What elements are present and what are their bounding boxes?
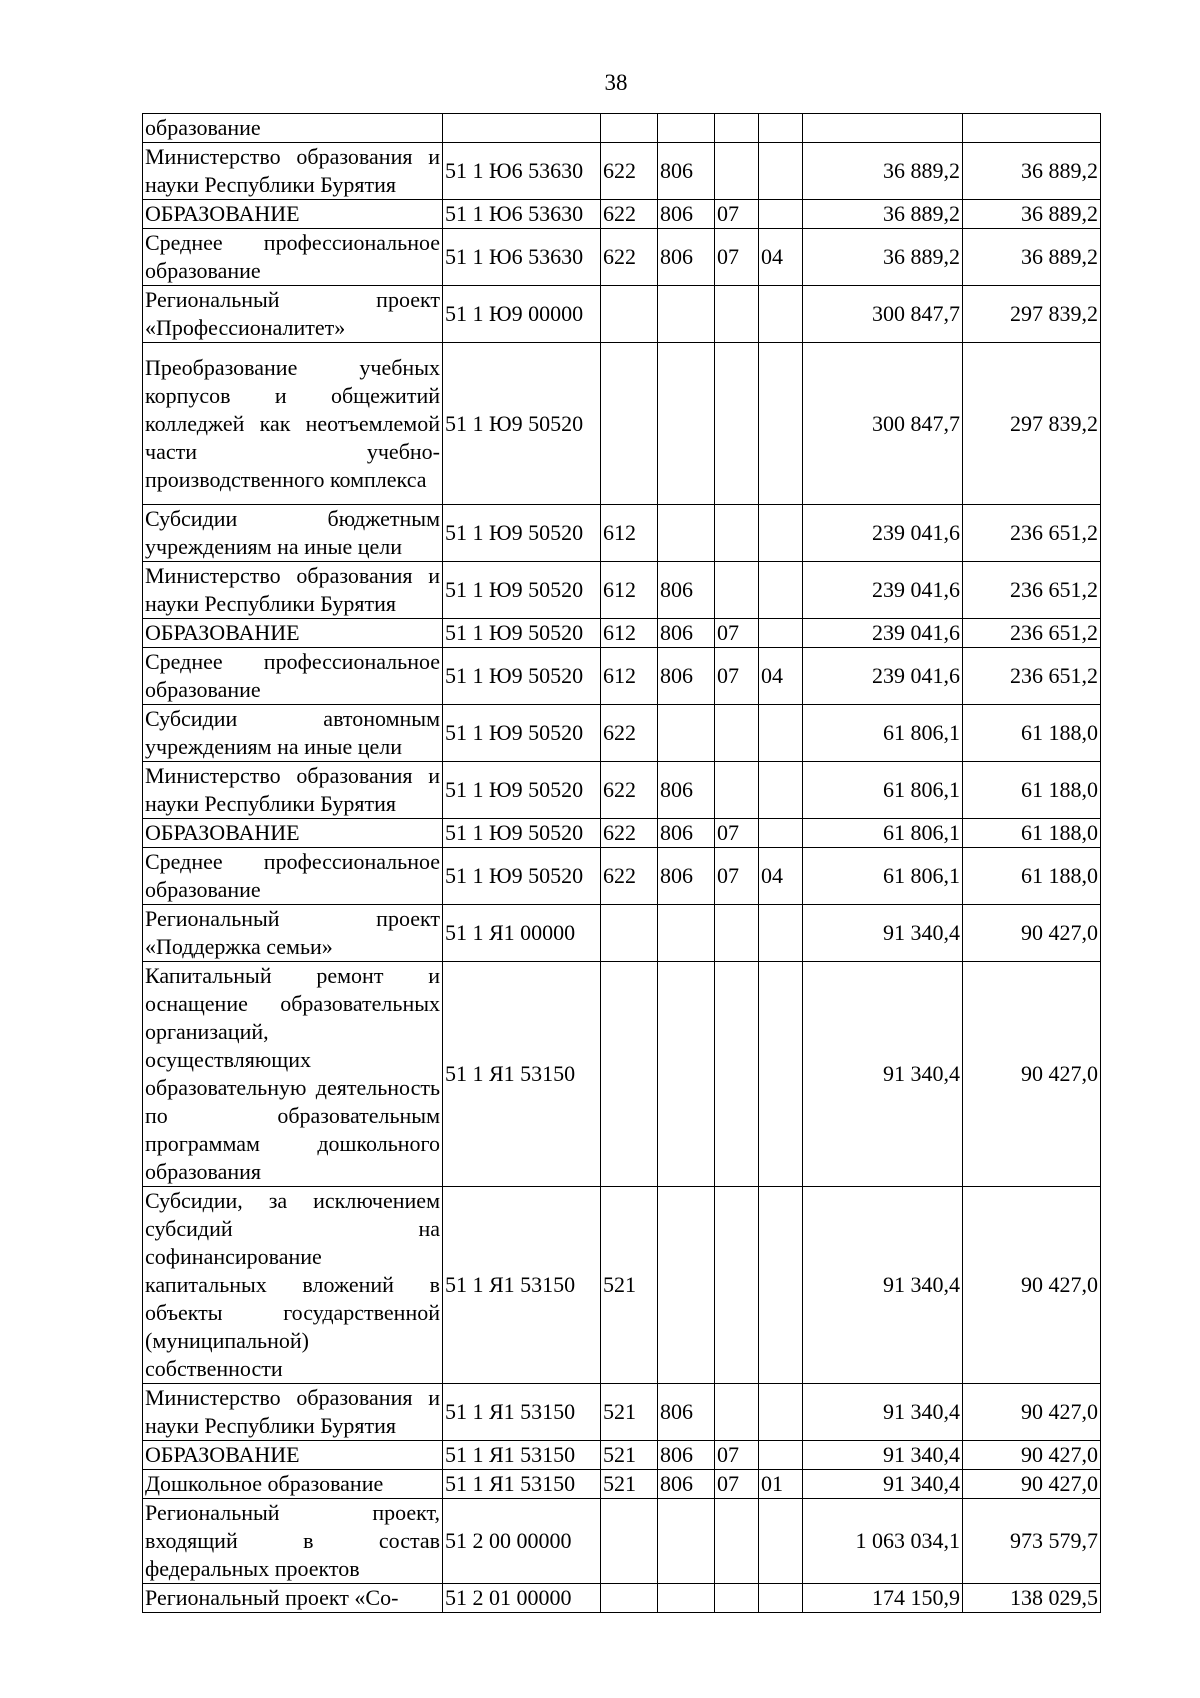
cell-amount-year-1: 300 847,7 bbox=[803, 286, 963, 343]
cell-target-code: 51 1 Ю9 50520 bbox=[443, 648, 601, 705]
cell-subsection bbox=[759, 114, 803, 143]
cell-ministry-code: 806 bbox=[658, 848, 715, 905]
cell-expense-type: 521 bbox=[601, 1384, 658, 1441]
table-row bbox=[143, 762, 1101, 819]
cell-amount-year-1: 91 340,4 bbox=[803, 1384, 963, 1441]
cell-section bbox=[715, 1384, 759, 1441]
cell-expense-type bbox=[601, 343, 658, 505]
cell-subsection: 04 bbox=[759, 648, 803, 705]
cell-target-code: 51 1 Ю9 50520 bbox=[443, 505, 601, 562]
cell-ministry-code bbox=[658, 114, 715, 143]
cell-expense-type: 622 bbox=[601, 229, 658, 286]
cell-amount-year-1: 91 340,4 bbox=[803, 905, 963, 962]
cell-amount-year-2: 236 651,2 bbox=[963, 562, 1101, 619]
cell-amount-year-1: 239 041,6 bbox=[803, 648, 963, 705]
cell-subsection bbox=[759, 143, 803, 200]
cell-subsection bbox=[759, 1584, 803, 1613]
cell-expense-type: 622 bbox=[601, 143, 658, 200]
cell-target-code: 51 1 Ю9 50520 bbox=[443, 762, 601, 819]
cell-target-code: 51 1 Ю9 50520 bbox=[443, 848, 601, 905]
cell-subsection bbox=[759, 1384, 803, 1441]
cell-ministry-code bbox=[658, 1499, 715, 1584]
table-row bbox=[143, 619, 1101, 648]
cell-amount-year-1: 91 340,4 bbox=[803, 962, 963, 1187]
cell-ministry-code bbox=[658, 286, 715, 343]
cell-ministry-code: 806 bbox=[658, 1441, 715, 1470]
cell-name: Региональный проект «Со- bbox=[143, 1584, 443, 1613]
cell-section bbox=[715, 505, 759, 562]
cell-amount-year-1: 36 889,2 bbox=[803, 229, 963, 286]
table-row bbox=[143, 343, 1101, 505]
cell-target-code: 51 1 Я1 53150 bbox=[443, 1187, 601, 1384]
cell-subsection bbox=[759, 1441, 803, 1470]
cell-expense-type: 622 bbox=[601, 705, 658, 762]
cell-amount-year-1: 174 150,9 bbox=[803, 1584, 963, 1613]
cell-expense-type: 521 bbox=[601, 1470, 658, 1499]
cell-target-code: 51 1 Я1 53150 bbox=[443, 962, 601, 1187]
cell-amount-year-2: 90 427,0 bbox=[963, 1384, 1101, 1441]
cell-section bbox=[715, 762, 759, 819]
cell-ministry-code: 806 bbox=[658, 819, 715, 848]
cell-amount-year-1: 300 847,7 bbox=[803, 343, 963, 505]
table-row bbox=[143, 229, 1101, 286]
cell-name: Министерство образования и науки Республики Бурятия bbox=[143, 1384, 443, 1441]
cell-amount-year-1: 61 806,1 bbox=[803, 705, 963, 762]
table-row bbox=[143, 143, 1101, 200]
cell-subsection bbox=[759, 762, 803, 819]
table-body bbox=[143, 114, 1101, 1613]
cell-amount-year-1: 36 889,2 bbox=[803, 143, 963, 200]
table-row bbox=[143, 905, 1101, 962]
cell-name: ОБРАЗОВАНИЕ bbox=[143, 619, 443, 648]
cell-name: Преобразование учебных корпусов и общежитий колледжей как неотъемлемой части учебно-производственного комплекса bbox=[143, 343, 443, 505]
budget-table bbox=[142, 113, 1101, 1613]
cell-amount-year-1: 61 806,1 bbox=[803, 819, 963, 848]
table-row bbox=[143, 1384, 1101, 1441]
cell-ministry-code bbox=[658, 343, 715, 505]
cell-name: Субсидии бюджетным учреждениям на иные цели bbox=[143, 505, 443, 562]
cell-section bbox=[715, 562, 759, 619]
cell-ministry-code bbox=[658, 705, 715, 762]
cell-amount-year-1: 36 889,2 bbox=[803, 200, 963, 229]
cell-name: Министерство образования и науки Республики Бурятия bbox=[143, 562, 443, 619]
cell-amount-year-1: 91 340,4 bbox=[803, 1187, 963, 1384]
cell-amount-year-1: 61 806,1 bbox=[803, 762, 963, 819]
cell-ministry-code: 806 bbox=[658, 200, 715, 229]
table-row bbox=[143, 705, 1101, 762]
cell-subsection bbox=[759, 1187, 803, 1384]
cell-amount-year-2: 297 839,2 bbox=[963, 286, 1101, 343]
cell-ministry-code bbox=[658, 905, 715, 962]
cell-amount-year-2: 36 889,2 bbox=[963, 143, 1101, 200]
cell-name: ОБРАЗОВАНИЕ bbox=[143, 1441, 443, 1470]
cell-target-code: 51 1 Ю9 50520 bbox=[443, 343, 601, 505]
cell-expense-type: 622 bbox=[601, 819, 658, 848]
cell-section bbox=[715, 905, 759, 962]
cell-amount-year-2: 61 188,0 bbox=[963, 848, 1101, 905]
cell-name: Капитальный ремонт и оснащение образовательных организаций, осуществляющих образовательную деятельность по образовательным программам дошкольного образования bbox=[143, 962, 443, 1187]
cell-target-code: 51 1 Я1 53150 bbox=[443, 1470, 601, 1499]
cell-target-code: 51 1 Ю9 50520 bbox=[443, 819, 601, 848]
cell-subsection bbox=[759, 619, 803, 648]
cell-expense-type: 622 bbox=[601, 762, 658, 819]
cell-amount-year-1: 91 340,4 bbox=[803, 1470, 963, 1499]
cell-subsection: 01 bbox=[759, 1470, 803, 1499]
cell-target-code: 51 1 Ю6 53630 bbox=[443, 143, 601, 200]
cell-subsection: 04 bbox=[759, 848, 803, 905]
cell-ministry-code: 806 bbox=[658, 1470, 715, 1499]
cell-amount-year-2: 61 188,0 bbox=[963, 819, 1101, 848]
cell-amount-year-2: 36 889,2 bbox=[963, 200, 1101, 229]
cell-section bbox=[715, 114, 759, 143]
table-row bbox=[143, 1470, 1101, 1499]
cell-amount-year-1: 91 340,4 bbox=[803, 1441, 963, 1470]
cell-amount-year-2: 61 188,0 bbox=[963, 705, 1101, 762]
cell-section bbox=[715, 962, 759, 1187]
cell-ministry-code bbox=[658, 1187, 715, 1384]
cell-section bbox=[715, 343, 759, 505]
cell-expense-type bbox=[601, 286, 658, 343]
cell-name: Среднее профессиональное образование bbox=[143, 229, 443, 286]
cell-name: Среднее профессиональное образование bbox=[143, 648, 443, 705]
cell-ministry-code: 806 bbox=[658, 143, 715, 200]
cell-expense-type bbox=[601, 905, 658, 962]
cell-target-code: 51 1 Ю9 00000 bbox=[443, 286, 601, 343]
cell-ministry-code: 806 bbox=[658, 648, 715, 705]
cell-expense-type bbox=[601, 1584, 658, 1613]
cell-target-code: 51 2 01 00000 bbox=[443, 1584, 601, 1613]
page-number: 38 bbox=[604, 70, 628, 95]
cell-amount-year-2: 138 029,5 bbox=[963, 1584, 1101, 1613]
cell-section: 07 bbox=[715, 1441, 759, 1470]
cell-subsection bbox=[759, 505, 803, 562]
cell-ministry-code: 806 bbox=[658, 762, 715, 819]
cell-expense-type: 612 bbox=[601, 562, 658, 619]
cell-amount-year-2: 90 427,0 bbox=[963, 1470, 1101, 1499]
cell-expense-type: 612 bbox=[601, 648, 658, 705]
cell-section: 07 bbox=[715, 619, 759, 648]
table-row bbox=[143, 819, 1101, 848]
cell-expense-type: 521 bbox=[601, 1441, 658, 1470]
cell-amount-year-2: 236 651,2 bbox=[963, 648, 1101, 705]
cell-subsection bbox=[759, 286, 803, 343]
cell-subsection bbox=[759, 962, 803, 1187]
table-row bbox=[143, 1441, 1101, 1470]
cell-amount-year-1: 61 806,1 bbox=[803, 848, 963, 905]
table-row bbox=[143, 1499, 1101, 1584]
cell-name: ОБРАЗОВАНИЕ bbox=[143, 819, 443, 848]
table-row bbox=[143, 505, 1101, 562]
cell-amount-year-2: 36 889,2 bbox=[963, 229, 1101, 286]
cell-section bbox=[715, 705, 759, 762]
table-row bbox=[143, 114, 1101, 143]
cell-name: Региональный проект, входящий в состав федеральных проектов bbox=[143, 1499, 443, 1584]
cell-name: Министерство образования и науки Республики Бурятия bbox=[143, 762, 443, 819]
cell-name: Дошкольное образование bbox=[143, 1470, 443, 1499]
cell-expense-type bbox=[601, 1499, 658, 1584]
cell-expense-type: 612 bbox=[601, 505, 658, 562]
cell-target-code: 51 1 Ю9 50520 bbox=[443, 562, 601, 619]
cell-target-code bbox=[443, 114, 601, 143]
cell-expense-type: 622 bbox=[601, 200, 658, 229]
cell-section bbox=[715, 1499, 759, 1584]
cell-name: ОБРАЗОВАНИЕ bbox=[143, 200, 443, 229]
cell-name: Субсидии, за исключением субсидий на софинансирование капитальных вложений в объекты государственной (муниципальной) собственности bbox=[143, 1187, 443, 1384]
cell-target-code: 51 1 Я1 00000 bbox=[443, 905, 601, 962]
table-row bbox=[143, 848, 1101, 905]
cell-section bbox=[715, 1187, 759, 1384]
cell-section: 07 bbox=[715, 229, 759, 286]
cell-amount-year-2: 90 427,0 bbox=[963, 962, 1101, 1187]
cell-ministry-code bbox=[658, 1584, 715, 1613]
cell-ministry-code bbox=[658, 505, 715, 562]
cell-amount-year-2: 90 427,0 bbox=[963, 1441, 1101, 1470]
cell-section bbox=[715, 143, 759, 200]
cell-ministry-code bbox=[658, 962, 715, 1187]
cell-target-code: 51 1 Я1 53150 bbox=[443, 1441, 601, 1470]
cell-amount-year-2: 90 427,0 bbox=[963, 1187, 1101, 1384]
cell-target-code: 51 1 Ю9 50520 bbox=[443, 619, 601, 648]
cell-subsection bbox=[759, 819, 803, 848]
cell-amount-year-2: 297 839,2 bbox=[963, 343, 1101, 505]
cell-ministry-code: 806 bbox=[658, 562, 715, 619]
cell-name: Региональный проект «Поддержка семьи» bbox=[143, 905, 443, 962]
cell-ministry-code: 806 bbox=[658, 229, 715, 286]
cell-amount-year-1 bbox=[803, 114, 963, 143]
cell-target-code: 51 1 Ю6 53630 bbox=[443, 200, 601, 229]
cell-section bbox=[715, 1584, 759, 1613]
cell-amount-year-2: 973 579,7 bbox=[963, 1499, 1101, 1584]
cell-expense-type: 521 bbox=[601, 1187, 658, 1384]
cell-target-code: 51 2 00 00000 bbox=[443, 1499, 601, 1584]
table-row bbox=[143, 562, 1101, 619]
cell-section bbox=[715, 286, 759, 343]
table-row bbox=[143, 286, 1101, 343]
cell-amount-year-1: 1 063 034,1 bbox=[803, 1499, 963, 1584]
cell-name: Региональный проект «Профессионалитет» bbox=[143, 286, 443, 343]
table-row bbox=[143, 1187, 1101, 1384]
cell-amount-year-2: 236 651,2 bbox=[963, 619, 1101, 648]
cell-name: Субсидии автономным учреждениям на иные цели bbox=[143, 705, 443, 762]
cell-target-code: 51 1 Ю6 53630 bbox=[443, 229, 601, 286]
cell-amount-year-1: 239 041,6 bbox=[803, 562, 963, 619]
cell-amount-year-2 bbox=[963, 114, 1101, 143]
cell-target-code: 51 1 Я1 53150 bbox=[443, 1384, 601, 1441]
cell-subsection bbox=[759, 1499, 803, 1584]
table-row bbox=[143, 962, 1101, 1187]
cell-expense-type bbox=[601, 114, 658, 143]
cell-subsection bbox=[759, 905, 803, 962]
cell-amount-year-2: 236 651,2 bbox=[963, 505, 1101, 562]
cell-expense-type: 612 bbox=[601, 619, 658, 648]
cell-amount-year-1: 239 041,6 bbox=[803, 505, 963, 562]
cell-subsection bbox=[759, 562, 803, 619]
cell-section: 07 bbox=[715, 848, 759, 905]
cell-section: 07 bbox=[715, 1470, 759, 1499]
cell-subsection bbox=[759, 343, 803, 505]
cell-section: 07 bbox=[715, 200, 759, 229]
cell-ministry-code: 806 bbox=[658, 619, 715, 648]
cell-name: Среднее профессиональное образование bbox=[143, 848, 443, 905]
cell-expense-type bbox=[601, 962, 658, 1187]
cell-subsection: 04 bbox=[759, 229, 803, 286]
table-row bbox=[143, 200, 1101, 229]
cell-amount-year-1: 239 041,6 bbox=[803, 619, 963, 648]
cell-name: Министерство образования и науки Республики Бурятия bbox=[143, 143, 443, 200]
cell-subsection bbox=[759, 705, 803, 762]
cell-name: образование bbox=[143, 114, 443, 143]
cell-subsection bbox=[759, 200, 803, 229]
table-row bbox=[143, 648, 1101, 705]
cell-expense-type: 622 bbox=[601, 848, 658, 905]
cell-target-code: 51 1 Ю9 50520 bbox=[443, 705, 601, 762]
cell-section: 07 bbox=[715, 648, 759, 705]
cell-section: 07 bbox=[715, 819, 759, 848]
table-row bbox=[143, 1584, 1101, 1613]
cell-amount-year-2: 90 427,0 bbox=[963, 905, 1101, 962]
cell-ministry-code: 806 bbox=[658, 1384, 715, 1441]
cell-amount-year-2: 61 188,0 bbox=[963, 762, 1101, 819]
